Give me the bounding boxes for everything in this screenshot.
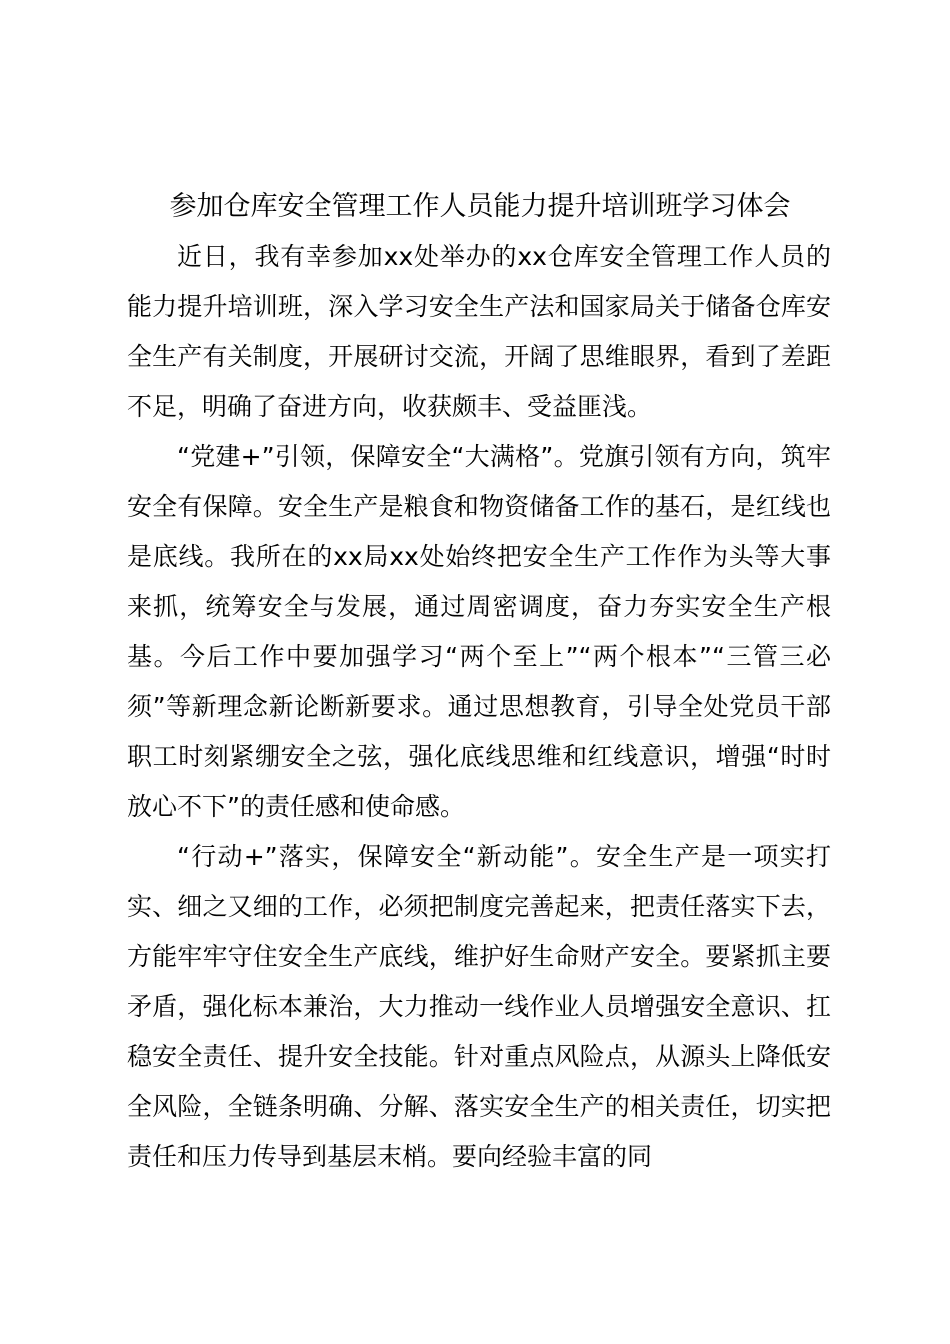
document-title: 参加仓库安全管理工作人员能力提升培训班学习体会 [169,191,791,222]
document-body [127,232,831,1182]
paragraph-action: “行动+”落实，保障安全“新动能”。安全生产是一项实打实、细之又细的工作，必须把制度完善起来，把责任落实下去，方能牢牢守住安全生产底线，维护好生命财产安全。要紧抓主要矛盾，强化标本兼治，大力推动一线作业人员增强安全意识、扛稳安全责任、提升安全技能。针对重点风险点，从源头上降低安全风险，全链条明确、分解、落实安全生产的相关责任，切实把责任和压力传导到基层末梢。要向经验丰富的同 [127,842,831,1171]
paragraph-party-building: “党建+”引领，保障安全“大满格”。党旗引领有方向，筑牢安全有保障。安全生产是粮食和物资储备工作的基石，是红线也是底线。我所在的xx局xx处始终把安全生产工作作为头等大事来抓，统筹安全与发展，通过周密调度，奋力夯实安全生产根基。今后工作中要加强学习“两个至上”“两个根本”“三管三必须”等新理念新论断新要求。通过思想教育，引导全处党员干部职工时刻紧绷安全之弦，强化底线思维和红线意识，增强“时时放心不下”的责任感和使命感。 [127,442,831,821]
paragraph-intro: 近日，我有幸参加xx处举办的xx仓库安全管理工作人员的能力提升培训班，深入学习安全生产法和国家局关于储备仓库安全生产有关制度，开展研讨交流，开阔了思维眼界，看到了差距不足，明确了奋进方向，收获颇丰、受益匪浅。 [127,242,831,421]
